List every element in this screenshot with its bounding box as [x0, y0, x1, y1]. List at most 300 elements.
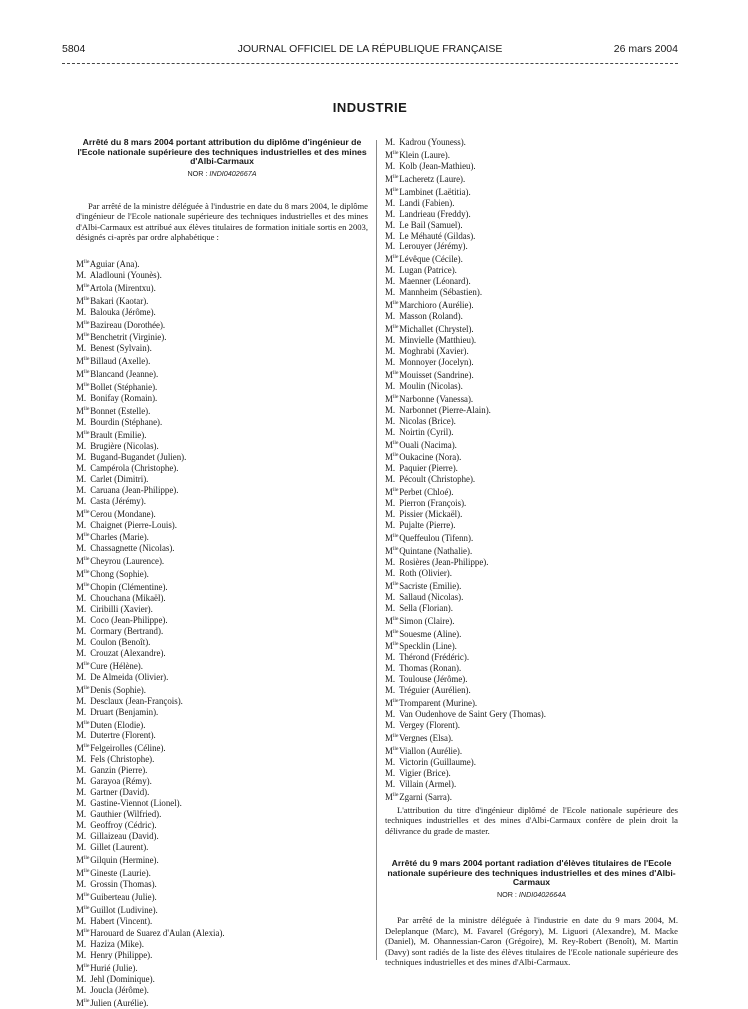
list-item	[385, 241, 678, 252]
list-item	[385, 368, 678, 381]
graduate-name: Minvielle (Matthieu).	[399, 335, 477, 346]
civility-title: M.	[385, 345, 396, 356]
civility-title: M.	[385, 463, 396, 474]
list-item	[76, 659, 368, 672]
list-item	[76, 730, 368, 741]
list-item	[385, 381, 678, 392]
graduate-name: Thérond (Frédéric).	[399, 652, 470, 663]
graduate-name: Chaignet (Pierre-Louis).	[90, 519, 177, 530]
list-item	[385, 209, 678, 220]
nor-code: INDI0402664A	[518, 889, 567, 899]
list-item	[385, 757, 678, 768]
header-rule	[62, 63, 678, 64]
list-item	[385, 392, 678, 405]
civility-title: M.	[385, 567, 396, 578]
list-item	[385, 579, 678, 592]
graduate-name: Bollet (Stéphanie).	[90, 382, 158, 393]
list-item	[76, 354, 368, 367]
list-item	[76, 496, 368, 507]
civility-title: $M^{lle}$	[385, 254, 399, 265]
civility-title: M.	[76, 343, 87, 354]
list-item	[385, 790, 678, 803]
list-item	[76, 741, 368, 754]
civility-title: M.	[76, 636, 87, 647]
graduate-name: Paquier (Pierre).	[399, 463, 458, 474]
graduate-name: Denis (Sophie).	[90, 684, 146, 695]
civility-title: M.	[76, 416, 87, 427]
page-header	[62, 43, 678, 57]
graduate-name: Van Oudenhove de Saint Gery (Thomas).	[399, 709, 546, 720]
list-item	[76, 593, 368, 604]
list-item	[385, 298, 678, 311]
civility-title: M.	[76, 878, 87, 889]
civility-title: $M^{lle}$	[76, 332, 90, 343]
list-item	[76, 798, 368, 809]
graduate-name: Aladlouni (Younès).	[89, 269, 162, 280]
list-item	[385, 252, 678, 265]
civility-title: $M^{lle}$	[76, 998, 90, 1009]
list-item	[76, 474, 368, 485]
civility-title: M.	[76, 473, 87, 484]
graduate-name: Gineste (Laurie).	[90, 867, 151, 878]
list-item	[385, 520, 678, 531]
graduate-name: Bugand-Bugandet (Julien).	[90, 451, 187, 462]
civility-title: M.	[385, 208, 396, 219]
list-item	[76, 380, 368, 393]
civility-title: $M^{lle}$	[76, 406, 90, 417]
graduate-name: Duten (Elodie).	[90, 719, 146, 730]
graduate-name: Le Méhauté (Gildas).	[399, 230, 476, 241]
graduate-name: Dutertre (Florent).	[90, 730, 156, 741]
civility-title: $M^{lle}$	[76, 684, 90, 695]
list-item	[385, 450, 678, 463]
column-divider	[376, 140, 377, 960]
graduate-name: Fels (Christophe).	[90, 754, 155, 765]
graduate-name: Joucla (Jérôme).	[90, 985, 149, 996]
graduate-name: Caruana (Jean-Philippe).	[90, 484, 179, 495]
list-item	[76, 672, 368, 683]
list-item	[76, 463, 368, 474]
graduate-name: Landi (Fabien).	[399, 197, 455, 208]
graduate-name: Chouchana (Mikaël).	[90, 593, 166, 604]
civility-title: M.	[385, 556, 396, 567]
list-item	[385, 416, 678, 427]
civility-title: $M^{lle}$	[76, 569, 90, 580]
graduate-name: Gartner (David).	[90, 787, 150, 798]
civility-title: $M^{lle}$	[76, 660, 90, 671]
graduate-name: Maenner (Léonard).	[399, 276, 471, 287]
civility-title: $M^{lle}$	[385, 745, 399, 756]
graduate-name: Bonnet (Estelle).	[90, 406, 151, 417]
graduate-name: Klein (Laure).	[399, 149, 450, 160]
list-item	[385, 568, 678, 579]
list-item	[385, 531, 678, 544]
list-item	[385, 663, 678, 674]
list-item	[76, 787, 368, 798]
list-item	[76, 485, 368, 496]
civility-title: M.	[385, 197, 396, 208]
graduate-name: Haziza (Mike).	[90, 939, 144, 950]
list-item	[385, 161, 678, 172]
graduate-name: Coulon (Benoît).	[90, 636, 151, 647]
civility-title: M.	[76, 462, 87, 473]
civility-title: $M^{lle}$	[76, 429, 90, 440]
list-item	[76, 820, 368, 831]
graduate-name: Mannheim (Sébastien).	[399, 287, 483, 298]
graduate-name: Queffeulou (Tifenn).	[399, 533, 474, 544]
list-item	[385, 509, 678, 520]
civility-title: $M^{lle}$	[76, 891, 90, 902]
list-item	[385, 220, 678, 231]
civility-title: $M^{lle}$	[385, 487, 399, 498]
graduate-name: Le Bail (Samuel).	[399, 219, 463, 230]
graduate-name: Thomas (Ronan).	[399, 663, 462, 674]
list-item	[76, 567, 368, 580]
list-item	[76, 604, 368, 615]
arrete1-title: Arrêté du 8 mars 2004 portant attribution du diplôme d'ingénieur de l'Ecole nationale supérieure des techniques industrielles et des mines d'Albi-Carmaux	[77, 137, 367, 166]
graduate-name: Chopin (Clémentine).	[90, 582, 168, 593]
list-item	[385, 148, 678, 161]
nor-label: NOR :	[496, 889, 517, 899]
list-item	[385, 311, 678, 322]
graduate-name: Gauthier (Wilfried).	[90, 809, 162, 820]
graduate-name: Vergey (Florent).	[399, 720, 461, 731]
right-column	[385, 137, 678, 968]
graduate-name: Rosières (Jean-Philippe).	[399, 556, 489, 567]
civility-title: $M^{lle}$	[76, 356, 90, 367]
graduate-name: Bakari (Kaotar).	[90, 295, 149, 306]
list-item	[385, 198, 678, 209]
graduate-name: Bonifay (Romain).	[90, 393, 158, 404]
civility-title: $M^{lle}$	[385, 533, 399, 544]
graduate-name: Landrieau (Freddy).	[399, 208, 471, 219]
list-item	[385, 614, 678, 627]
graduate-name: De Almeida (Olivier).	[90, 671, 169, 682]
civility-title: $M^{lle}$	[385, 698, 399, 709]
civility-title: M.	[76, 809, 87, 820]
civility-title: M.	[76, 841, 87, 852]
civility-title: M.	[385, 509, 396, 520]
list-item	[76, 683, 368, 696]
graduate-name: Sallaud (Nicolas).	[399, 591, 464, 602]
list-item	[76, 950, 368, 961]
list-item	[76, 809, 368, 820]
graduate-name: Noirtin (Cyril).	[399, 426, 454, 437]
list-item	[76, 393, 368, 404]
civility-title: M.	[385, 287, 396, 298]
civility-title: M.	[76, 615, 87, 625]
list-item	[385, 463, 678, 474]
list-item	[76, 615, 368, 626]
graduate-name: Souesme (Aline).	[399, 628, 462, 639]
civility-title: $M^{lle}$	[385, 300, 399, 311]
graduate-name: Casta (Jérémy).	[90, 495, 146, 506]
list-item	[76, 718, 368, 731]
list-item	[76, 270, 368, 281]
list-item	[76, 890, 368, 903]
graduate-name: Nicolas (Brice).	[399, 415, 456, 426]
civility-title: M.	[385, 265, 396, 276]
list-item	[385, 696, 678, 709]
graduate-name: Balouka (Jérôme).	[90, 306, 156, 317]
civility-title: $M^{lle}$	[385, 733, 399, 744]
list-item	[385, 685, 678, 696]
civility-title: $M^{lle}$	[76, 928, 90, 939]
list-item	[76, 330, 368, 343]
civility-title: $M^{lle}$	[76, 258, 90, 269]
civility-title: M.	[385, 652, 396, 663]
civility-title: $M^{lle}$	[385, 791, 399, 802]
civility-title: $M^{lle}$	[385, 149, 399, 160]
civility-title: M.	[385, 356, 396, 367]
graduate-name: Cheyrou (Laurence).	[90, 556, 165, 567]
civility-title: $M^{lle}$	[385, 545, 399, 556]
graduate-name: Viallon (Aurélie).	[399, 745, 463, 756]
graduate-name: Harouard de Suarez d'Aulan (Alexia).	[90, 928, 225, 939]
graduate-name: Billaud (Axelle).	[90, 356, 151, 367]
civility-title: M.	[385, 498, 396, 509]
graduate-name: Cormary (Bertrand).	[90, 625, 164, 636]
list-item	[76, 926, 368, 939]
graduate-name: Lambinet (Laëtitia).	[399, 186, 471, 197]
list-item	[76, 765, 368, 776]
graduate-name: Lugan (Patrice).	[399, 265, 457, 276]
civility-title: M.	[385, 474, 396, 485]
civility-title: M.	[76, 974, 87, 985]
civility-title: M.	[76, 647, 87, 658]
civility-title: $M^{lle}$	[76, 508, 90, 519]
list-item	[385, 185, 678, 198]
list-item	[76, 853, 368, 866]
graduate-name: Lévêque (Cécile).	[399, 254, 463, 265]
list-item	[76, 648, 368, 659]
graduate-name: Aguiar (Ana).	[89, 258, 140, 269]
list-item	[76, 996, 368, 1009]
civility-title: M.	[76, 495, 87, 506]
graduate-name: Moulin (Nicolas).	[399, 380, 463, 391]
list-item	[385, 485, 678, 498]
list-item	[385, 603, 678, 614]
civility-title: M.	[76, 798, 87, 809]
list-item	[385, 627, 678, 640]
graduate-name: Pécoult (Christophe).	[399, 474, 476, 485]
list-item	[76, 580, 368, 593]
graduate-name: Narbonnet (Pierre-Alain).	[399, 404, 491, 415]
list-item	[76, 842, 368, 853]
left-column	[76, 138, 368, 1009]
civility-title: $M^{lle}$	[385, 324, 399, 335]
list-item	[385, 674, 678, 685]
civility-title: M.	[76, 451, 87, 462]
graduate-name: Blancand (Jeanne).	[90, 369, 159, 380]
graduate-name: Sella (Florian).	[399, 602, 453, 613]
civility-title: $M^{lle}$	[76, 854, 90, 865]
civility-title: M.	[385, 380, 396, 391]
list-item	[76, 530, 368, 543]
civility-title: $M^{lle}$	[76, 319, 90, 330]
list-item	[76, 637, 368, 648]
list-item	[76, 831, 368, 842]
graduate-name: Pierron (François).	[399, 498, 467, 509]
list-item	[385, 768, 678, 779]
graduate-name: Victorin (Guillaume).	[399, 756, 476, 767]
civility-title: M.	[76, 393, 87, 404]
graduate-name: Bourdin (Stéphane).	[90, 416, 163, 427]
arrete2-nor	[385, 890, 678, 899]
graduate-name: Kadrou (Youness).	[399, 137, 466, 147]
list-item	[385, 322, 678, 335]
graduate-name: Brugière (Nicolas).	[90, 440, 159, 451]
civility-title: $M^{lle}$	[76, 532, 90, 543]
graduate-name: Ouali (Nacima).	[399, 439, 457, 450]
arrete1-nor	[76, 169, 368, 178]
civility-title: $M^{lle}$	[385, 452, 399, 463]
graduate-name: Ciribilli (Xavier).	[90, 604, 153, 615]
civility-title: $M^{lle}$	[76, 282, 90, 293]
list-item	[76, 257, 368, 270]
civility-title: M.	[76, 269, 87, 280]
civility-title: M.	[385, 160, 396, 171]
civility-title: M.	[76, 787, 87, 798]
graduate-name: Charles (Marie).	[90, 532, 149, 543]
list-item	[76, 520, 368, 531]
civility-title: M.	[385, 219, 396, 230]
list-item	[76, 343, 368, 354]
list-item	[385, 438, 678, 451]
graduate-name: Simon (Claire).	[399, 615, 455, 626]
civility-title: $M^{lle}$	[76, 369, 90, 380]
graduate-name: Gillaizeau (David).	[90, 830, 159, 841]
civility-title: M.	[76, 671, 87, 682]
graduate-name: Narbonne (Vanessa).	[399, 393, 474, 404]
civility-title: M.	[76, 776, 87, 787]
graduate-name: Jehl (Dominique).	[90, 974, 155, 985]
graduate-name: Bazireau (Dorothée).	[90, 319, 166, 330]
civility-title: M.	[76, 543, 87, 554]
graduate-name: Specklin (Line).	[399, 641, 457, 652]
list-item	[385, 779, 678, 790]
graduate-name: Geoffroy (Cédric).	[90, 820, 157, 831]
graduate-name: Ganzin (Pierre).	[90, 765, 148, 776]
civility-title: $M^{lle}$	[385, 369, 399, 380]
civility-title: $M^{lle}$	[385, 186, 399, 197]
graduate-name: Oukacine (Nora).	[399, 452, 462, 463]
list-item	[76, 879, 368, 890]
graduate-name: Vigier (Brice).	[399, 767, 451, 778]
list-item	[385, 287, 678, 298]
civility-title: M.	[385, 602, 396, 613]
civility-title: $M^{lle}$	[385, 173, 399, 184]
graduate-name: Benchetrit (Virginie).	[90, 332, 167, 343]
list-item	[385, 709, 678, 720]
civility-title: M.	[76, 730, 87, 741]
arrete2-body: Par arrêté de la ministre déléguée à l'industrie en date du 9 mars 2004, M. Deleplanque (Marc), M. Favarel (Grégory), M. Liguori (Alexandre), M. Macke (Daniel), M. Ohannessian-Caron (Grégoire), M. Rey-Robert (Benoît), M. Martin (Davy) sont radiés de la liste des élèves titulaires de l'Ecole nationale supérieure des techniques industrielles et des mines d'Albi-Carmaux.	[385, 914, 678, 968]
civility-title: $M^{lle}$	[385, 393, 399, 404]
list-item	[385, 405, 678, 416]
civility-title: $M^{lle}$	[76, 904, 90, 915]
list-item	[385, 357, 678, 368]
list-item	[385, 346, 678, 357]
civility-title: M.	[76, 950, 87, 961]
list-item	[76, 554, 368, 567]
list-item	[385, 557, 678, 568]
graduate-name: Garayoa (Rémy).	[90, 776, 152, 787]
graduate-name: Henry (Philippe).	[90, 950, 153, 961]
graduate-name: Cure (Hélène).	[90, 660, 143, 671]
graduate-name: Lerouyer (Jérémy).	[399, 241, 468, 252]
graduate-name: Toulouse (Jérôme).	[399, 674, 468, 685]
civility-title: M.	[385, 426, 396, 437]
publication-date: 26 mars 2004	[613, 43, 678, 55]
graduate-name: Kolb (Jean-Mathieu).	[399, 160, 476, 171]
civility-title: M.	[385, 137, 396, 147]
civility-title: M.	[76, 985, 87, 996]
list-item	[385, 744, 678, 757]
list-item	[385, 172, 678, 185]
civility-title: M.	[76, 625, 87, 636]
graduate-name: Zgarni (Sarra).	[399, 791, 452, 802]
graduate-name: Crouzat (Alexandre).	[90, 647, 166, 658]
list-item	[76, 916, 368, 927]
list-item	[76, 939, 368, 950]
graduate-name: Roth (Olivier).	[399, 567, 452, 578]
graduate-name: Pujalte (Pierre).	[399, 520, 456, 531]
civility-title: M.	[385, 311, 396, 322]
graduate-name: Benest (Sylvain).	[90, 343, 152, 354]
civility-title: $M^{lle}$	[385, 615, 399, 626]
civility-title: M.	[385, 335, 396, 346]
page-number: 5804	[62, 43, 86, 55]
civility-title: $M^{lle}$	[76, 556, 90, 567]
graduate-name: Habert (Vincent).	[90, 915, 153, 926]
graduate-name: Perbet (Chloé).	[399, 487, 454, 498]
civility-title: M.	[76, 754, 87, 765]
list-item	[76, 974, 368, 985]
list-item	[385, 265, 678, 276]
graduate-name: Tromparent (Murine).	[399, 698, 478, 709]
graduate-name: Coco (Jean-Philippe).	[90, 615, 168, 625]
list-item	[76, 428, 368, 441]
civility-title: M.	[385, 720, 396, 731]
list-item	[385, 544, 678, 557]
list-item	[385, 731, 678, 744]
civility-title: M.	[76, 306, 87, 317]
civility-title: M.	[385, 663, 396, 674]
civility-title: $M^{lle}$	[76, 743, 90, 754]
list-item	[76, 441, 368, 452]
list-item	[76, 707, 368, 718]
civility-title: M.	[76, 604, 87, 615]
list-item	[76, 294, 368, 307]
list-item	[385, 276, 678, 287]
graduate-name: Campérola (Christophe).	[90, 462, 179, 473]
civility-title: M.	[385, 778, 396, 789]
civility-title: M.	[385, 767, 396, 778]
graduate-name: Julien (Aurélie).	[90, 998, 149, 1009]
graduate-name: Gastine-Viennot (Lionel).	[90, 798, 182, 809]
list-item	[76, 903, 368, 916]
list-item	[385, 720, 678, 731]
graduate-name: Druart (Benjamin).	[90, 706, 159, 717]
civility-title: M.	[76, 820, 87, 831]
civility-title: $M^{lle}$	[385, 641, 399, 652]
civility-title: M.	[385, 520, 396, 531]
civility-title: M.	[76, 695, 87, 706]
civility-title: M.	[385, 241, 396, 252]
list-item	[76, 776, 368, 787]
list-item	[385, 474, 678, 485]
civility-title: M.	[76, 440, 87, 451]
